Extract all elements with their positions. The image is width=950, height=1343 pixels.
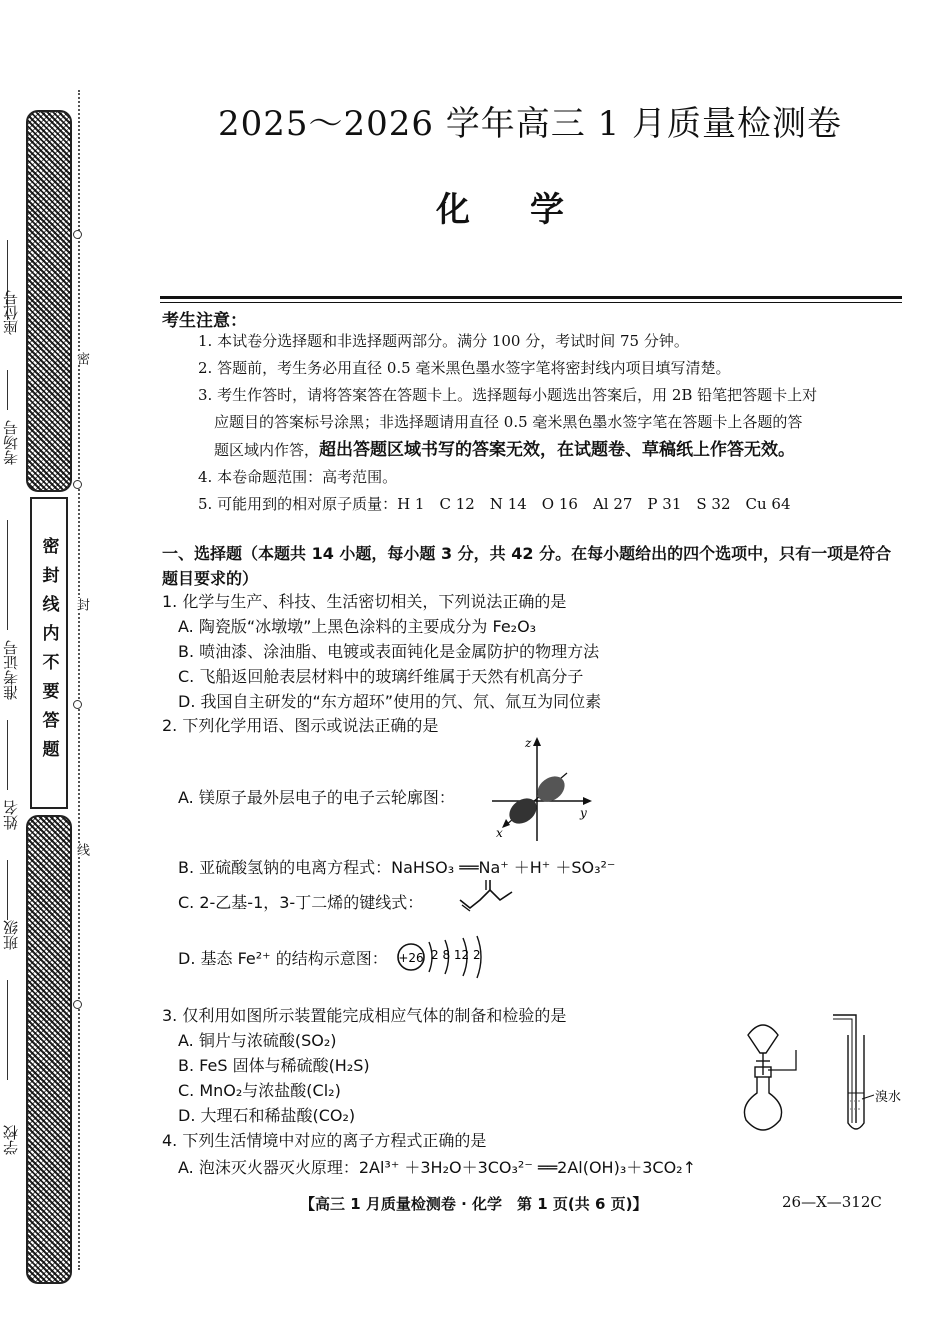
q3-stem: 3. 仅利用如图所示装置能完成相应气体的制备和检验的是 xyxy=(162,1006,567,1025)
cut-dot xyxy=(73,1000,82,1009)
q2-option-b: B. 亚硫酸氢钠的电离方程式：NaHSO₃ ══Na⁺ ＋H⁺ ＋SO₃²⁻ xyxy=(178,858,616,877)
notice-heading: 考生注意： xyxy=(162,311,247,331)
q1-option-b: B. 喷油漆、涂油脂、电镀或表面钝化是金属防护的物理方法 xyxy=(178,642,600,661)
q1-option-c: C. 飞船返回舱表层材料中的玻璃纤维属于天然有机高分子 xyxy=(178,667,584,686)
field-line xyxy=(7,980,8,1080)
binding-strip xyxy=(0,0,120,1343)
footer-code: 26—X—312C xyxy=(782,1193,882,1211)
label-room-number: 考场号 xyxy=(2,420,20,465)
q3-option-a: A. 铜片与浓硫酸(SO₂) xyxy=(178,1031,337,1050)
notice-item-3: 3. 考生作答时，请将答案答在答题卡上。选择题每小题选出答案后，用 2B 铅笔把答题卡上对 xyxy=(198,386,818,404)
axis-x-label: x xyxy=(496,826,503,840)
exam-title: 2025～2026 学年高三 1 月质量检测卷 xyxy=(217,104,843,144)
q4-option-a: A. 泡沫灭火器灭火原理：2Al³⁺ ＋3H₂O＋3CO₃²⁻ ══2Al(OH)₃＋3CO₂↑ xyxy=(178,1158,697,1177)
seal-mark-mi: 密 xyxy=(74,352,89,365)
q1-stem: 1. 化学与生产、科技、生活密切相关，下列说法正确的是 xyxy=(162,592,567,611)
notice-emphasis: 超出答题区域书写的答案无效，在试题卷、草稿纸上作答无效。 xyxy=(319,440,796,460)
label-admission-number: 准考证号 xyxy=(2,640,20,700)
notice-item-5: 5. 可能用到的相对原子质量：H 1 C 12 N 14 O 16 Al 27 P 31 S 32 Cu 64 xyxy=(198,495,791,513)
section-title: 一、选择题（本题共 14 小题，每小题 3 分，共 42 分。在每小题给出的四个选项中，只有一项是符合题目要求的） xyxy=(162,544,892,588)
q3-option-c: C. MnO₂与浓盐酸(Cl₂) xyxy=(178,1081,341,1100)
footer-page-info: 【高三 1 月质量检测卷 · 化学 第 1 页(共 6 页)】 xyxy=(300,1195,648,1213)
notice-item-3-cont: 应题目的答案标号涂黑；非选择题请用直径 0.5 毫米黑色墨水签字笔在答题卡上各题的答 xyxy=(214,413,803,431)
label-school: 学校 xyxy=(2,1125,20,1155)
electron-cloud-diagram xyxy=(482,733,602,845)
label-class: 班级 xyxy=(2,920,20,950)
notice-item-1: 1. 本试卷分选择题和非选择题两部分。满分 100 分，考试时间 75 分钟。 xyxy=(198,332,689,350)
axis-y-label: y xyxy=(580,806,587,820)
skeletal-formula xyxy=(456,878,516,916)
seal-mark-xian: 线 xyxy=(74,843,89,856)
cut-dot xyxy=(73,700,82,709)
field-line xyxy=(7,860,8,920)
seal-cut-line xyxy=(78,90,80,1270)
q2-option-c: C. 2-乙基-1，3-丁二烯的键线式： xyxy=(178,893,424,912)
q4-stem: 4. 下列生活情境中对应的离子方程式正确的是 xyxy=(162,1131,487,1150)
q3-option-d: D. 大理石和稀盐酸(CO₂) xyxy=(178,1106,356,1125)
electron-shells: 2 8 12 2 xyxy=(431,948,481,962)
axis-z-label: z xyxy=(525,736,532,750)
no-answer-box: 密封线内不要答题 xyxy=(30,497,68,809)
cut-dot xyxy=(73,230,82,239)
q2-option-a: A. 镁原子最外层电子的电子云轮廓图： xyxy=(178,788,455,807)
notice-item-3-end xyxy=(214,437,795,464)
q1-option-d: D. 我国自主研发的“东方超环”使用的氕、氘、氚互为同位素 xyxy=(178,692,602,711)
q1-option-a: A. 陶瓷版“冰墩墩”上黑色涂料的主要成分为 Fe₂O₃ xyxy=(178,617,537,636)
notice-item-3-tail: 题区域内作答， xyxy=(214,441,320,459)
label-name: 姓名 xyxy=(2,800,20,830)
gas-apparatus-diagram xyxy=(738,1005,913,1140)
notice-item-4: 4. 本卷命题范围：高考范围。 xyxy=(198,468,398,486)
atomic-structure-diagram xyxy=(393,932,493,982)
header-rule xyxy=(160,296,902,299)
field-line xyxy=(7,520,8,630)
seal-mark-feng: 封 xyxy=(74,598,89,611)
nucleus-label: +26 xyxy=(398,951,424,965)
label-seat-number: 座位号 xyxy=(2,290,20,335)
field-line xyxy=(7,370,8,410)
header-rule-thin xyxy=(160,302,902,303)
hatch-pattern-top xyxy=(26,110,72,492)
field-line xyxy=(7,720,8,790)
hatch-pattern-bottom xyxy=(26,815,72,1284)
cut-dot xyxy=(73,480,82,489)
subject-title: 化学 xyxy=(436,190,624,230)
q3-option-b: B. FeS 固体与稀硫酸(H₂S) xyxy=(178,1056,370,1075)
notice-item-2: 2. 答题前，考生务必用直径 0.5 毫米黑色墨水签字笔将密封线内项目填写清楚。 xyxy=(198,359,731,377)
q2-option-d: D. 基态 Fe²⁺ 的结构示意图： xyxy=(178,949,388,968)
q2-stem: 2. 下列化学用语、图示或说法正确的是 xyxy=(162,716,439,735)
bromine-water-label: 溴水 xyxy=(875,1090,902,1105)
